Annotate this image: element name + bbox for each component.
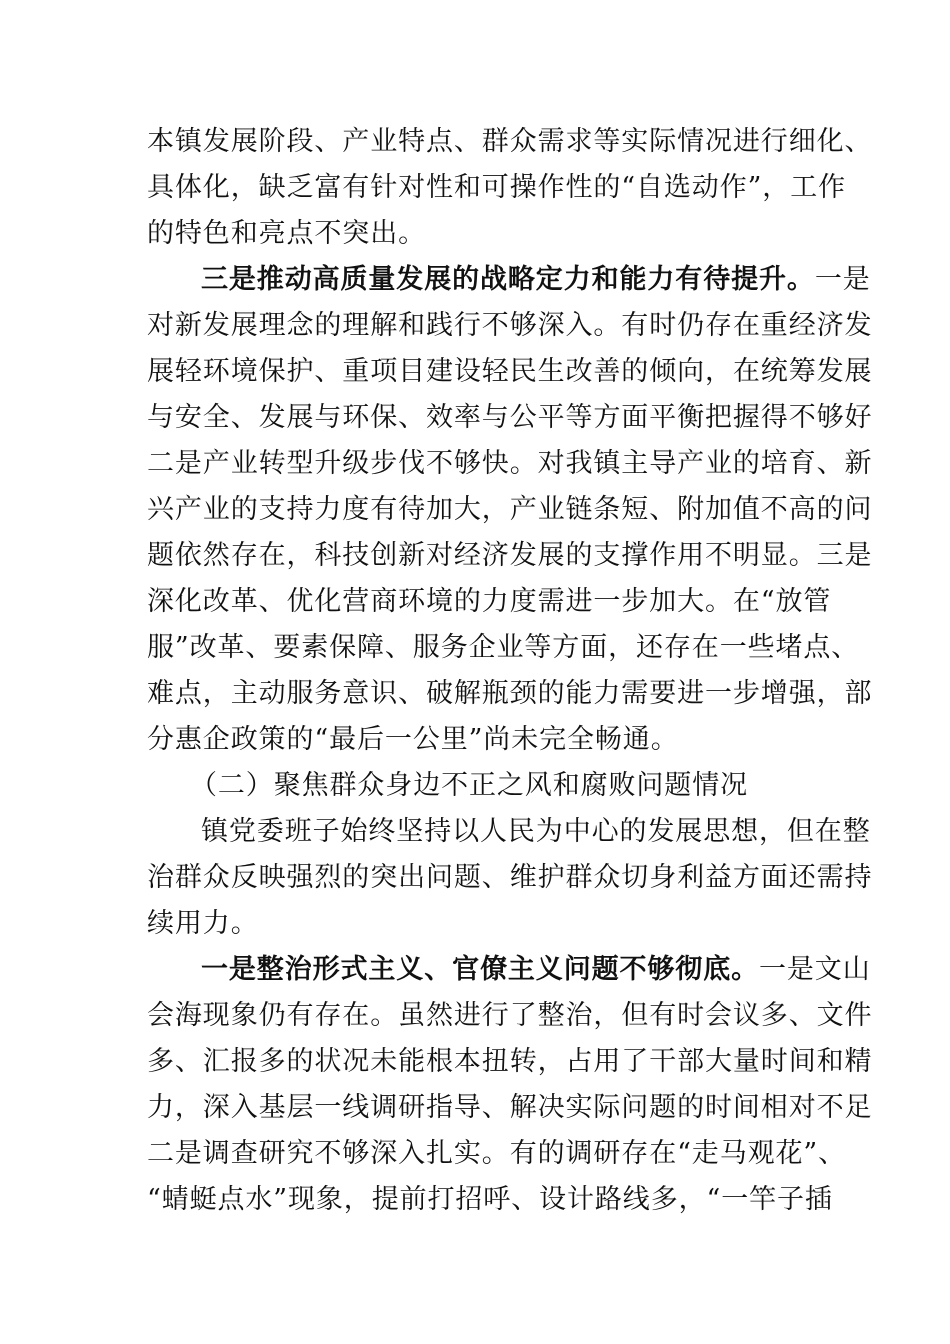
bold-heading: 一是整治形式主义、官僚主义问题不够彻底。 — [201, 954, 759, 985]
text-line: 题依然存在，科技创新对经济发展的支撑作用不明显。三是 — [147, 540, 873, 571]
text-line: “蜻蜓点水”现象，提前打招呼、设计路线多，“一竿子插 — [147, 1184, 833, 1215]
text-line: 治群众反映强烈的突出问题、维护群众切身利益方面还需持 — [147, 862, 873, 893]
text-line: 与安全、发展与环保、效率与公平等方面平衡把握得不够好 — [147, 402, 873, 433]
paragraph-lead-line — [201, 950, 871, 990]
bold-heading: 三是推动高质量发展的战略定力和能力有待提升。 — [201, 264, 815, 295]
text-line: 具体化，缺乏富有针对性和可操作性的“自选动作”，工作 — [147, 172, 847, 203]
text-line: 兴产业的支持力度有待加大，产业链条短、附加值不高的问 — [147, 494, 873, 525]
text-line: 会海现象仍有存在。虽然进行了整治，但有时会议多、文件 — [147, 1000, 873, 1031]
text-line: 二是调查研究不够深入扎实。有的调研存在“走马观花”、 — [147, 1138, 847, 1169]
text-line: 多、汇报多的状况未能根本扭转，占用了干部大量时间和精 — [147, 1046, 873, 1077]
text-line: 分惠企政策的“最后一公里”尚未完全畅通。 — [147, 724, 679, 755]
text-line: 深化改革、优化营商环境的力度需进一步加大。在“放管 — [147, 586, 832, 617]
text-line: 难点，主动服务意识、破解瓶颈的能力需要进一步增强，部 — [147, 678, 873, 709]
text-line: 一是文山 — [759, 954, 871, 985]
text-line: 力，深入基层一线调研指导、解决实际问题的时间相对不足 — [147, 1092, 873, 1123]
text-line: 服”改革、要素保障、服务企业等方面，还存在一些堵点、 — [147, 632, 860, 663]
text-line: 二是产业转型升级步伐不够快。对我镇主导产业的培育、新 — [147, 448, 873, 479]
text-line: 的特色和亮点不突出。 — [147, 218, 426, 249]
section-heading: （二）聚焦群众身边不正之风和腐败问题情况 — [190, 770, 748, 801]
text-line: 镇党委班子始终坚持以人民为中心的发展思想，但在整 — [201, 816, 871, 847]
paragraph-lead-line — [201, 260, 871, 300]
text-line: 续用力。 — [147, 908, 259, 939]
text-line: 一是 — [814, 264, 871, 295]
text-line: 展轻环境保护、重项目建设轻民生改善的倾向，在统筹发展 — [147, 356, 873, 387]
text-line: 本镇发展阶段、产业特点、群众需求等实际情况进行细化、 — [147, 126, 873, 157]
text-line: 对新发展理念的理解和践行不够深入。有时仍存在重经济发 — [147, 310, 873, 341]
